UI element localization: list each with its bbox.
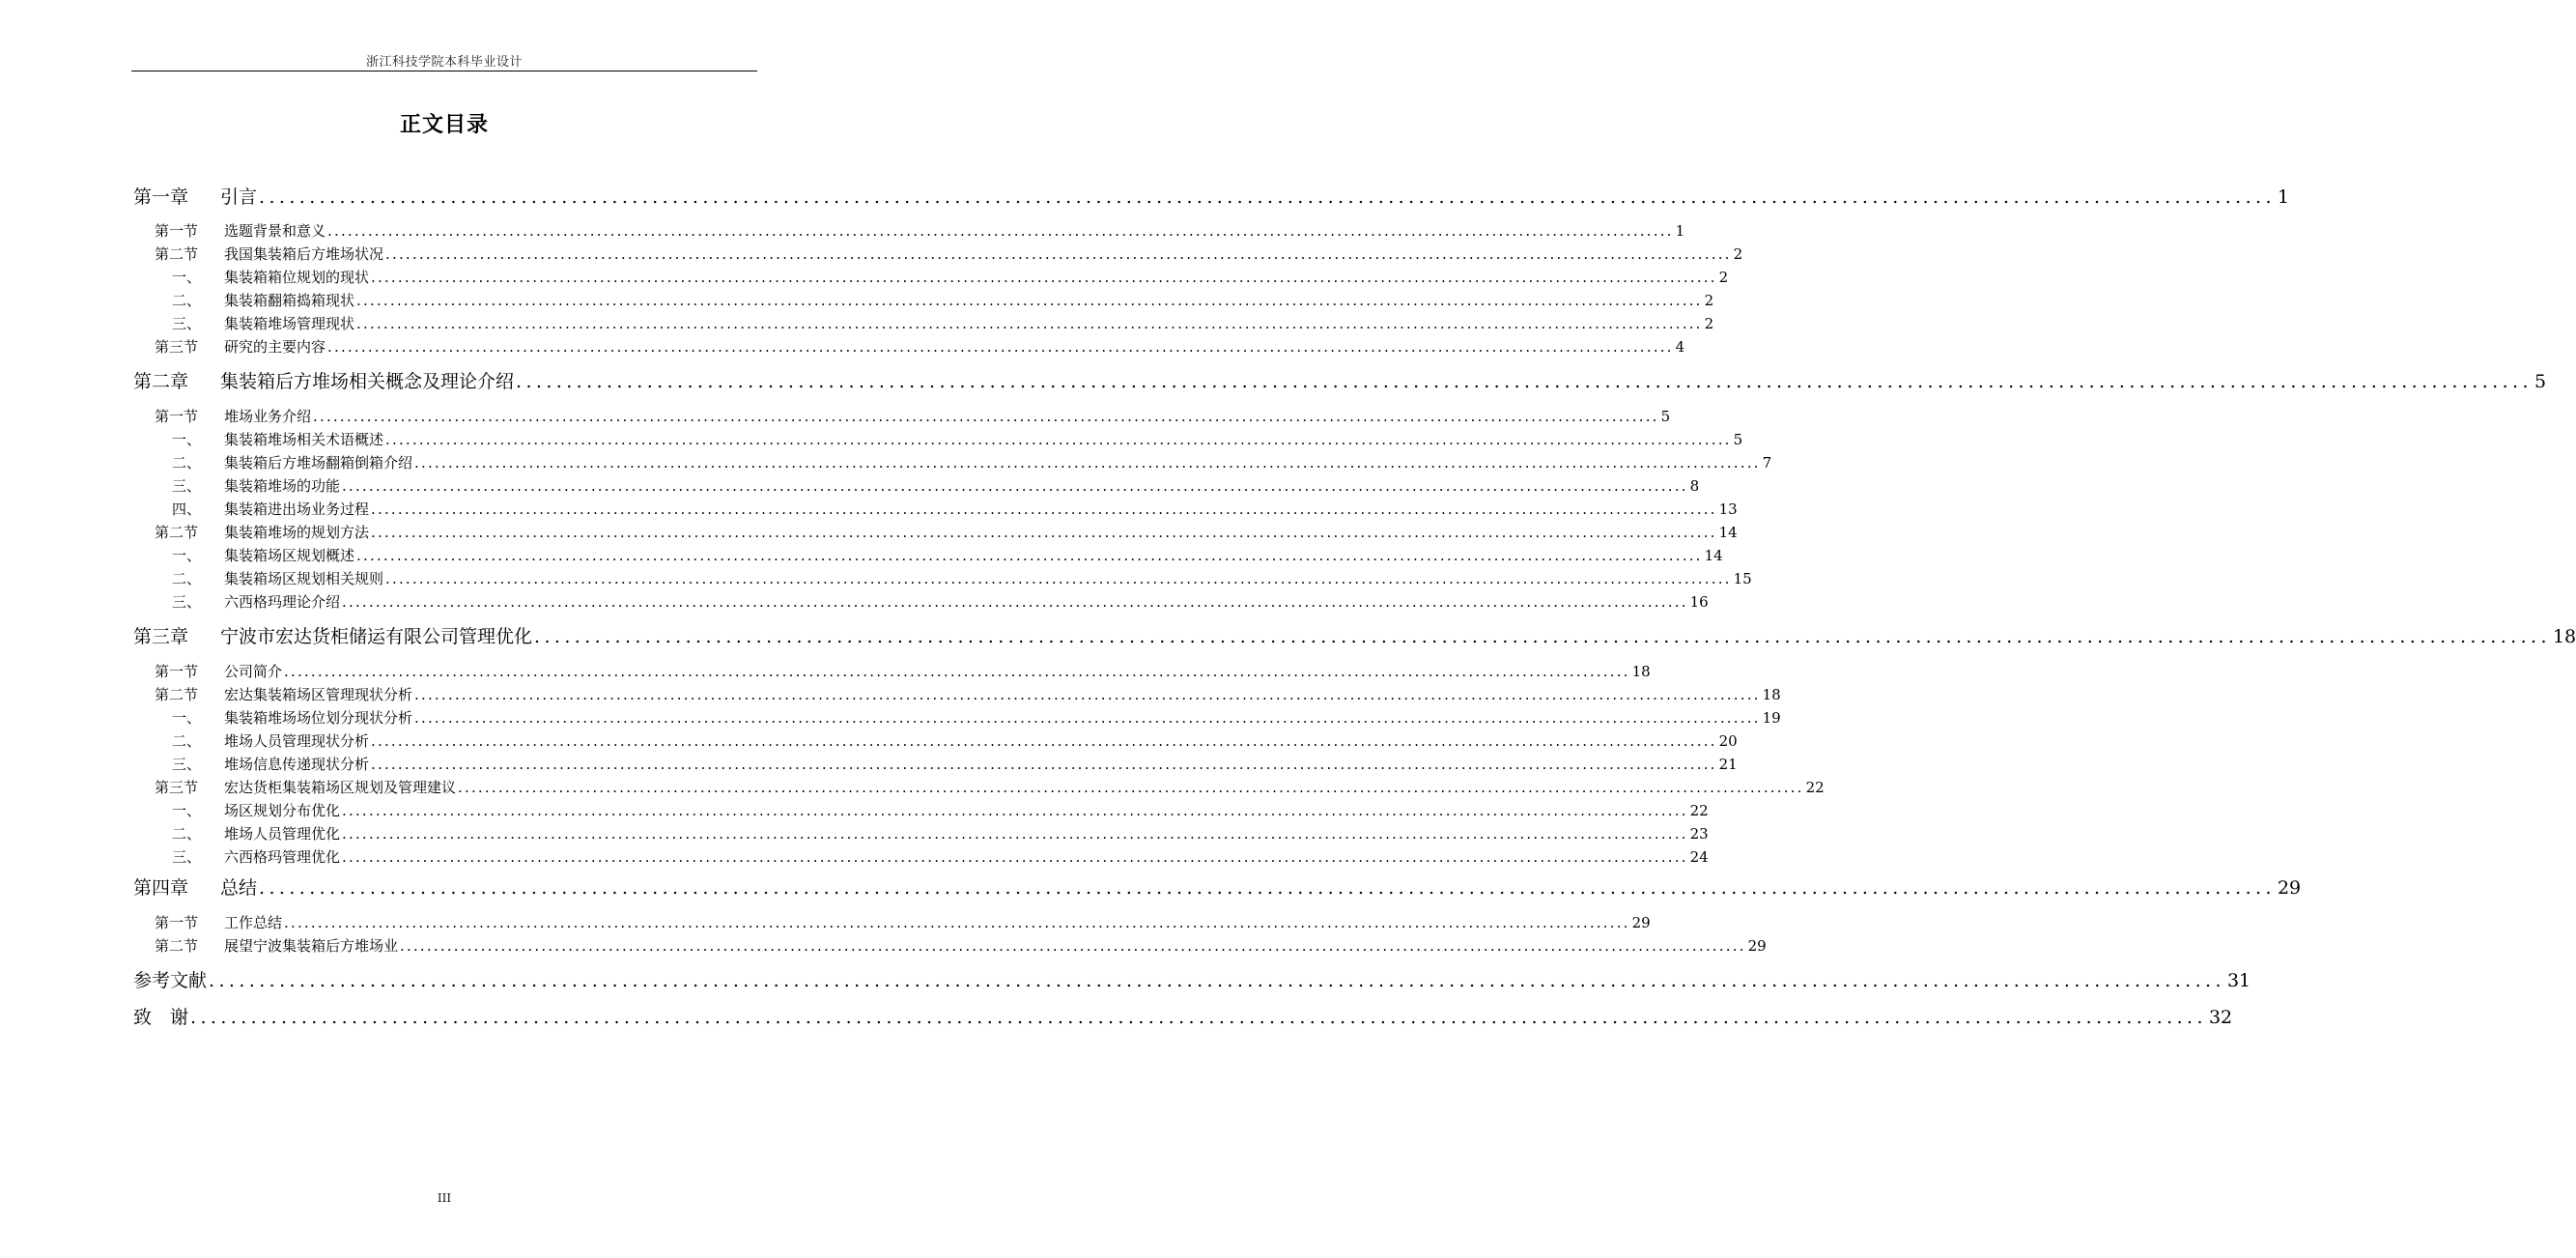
page-title: 正文目录 [399,113,489,137]
toc-entry-number: 三、 [172,477,202,495]
toc-entry-number: 第一章 [133,186,189,208]
toc-entry-number: 二、 [172,292,202,309]
toc-entry[interactable] [172,802,1709,821]
dot-leader: ........................................................................................................................................................................................................ [190,1007,2207,1028]
toc-entry-page: 5 [1733,431,1743,448]
toc-entry-number: 二、 [172,454,202,472]
toc-entry[interactable] [133,186,2290,210]
toc-entry-page: 2 [1704,315,1714,332]
toc-entry-number: 三、 [172,315,202,332]
dot-leader: ........................................................................................................................................................................................................ [342,848,1688,866]
toc-entry-title: 参考文献 [133,970,208,991]
toc-entry-page: 22 [1689,802,1709,819]
toc-entry-title: 场区规划分布优化 [224,802,341,819]
toc-entry-number: 一、 [172,802,202,819]
toc-entry-number: 第三节 [155,779,199,796]
dot-leader: ........................................................................................................................................................................................................ [385,431,1732,448]
toc-entry-page: 8 [1689,477,1700,495]
toc-entry[interactable] [155,222,1685,242]
dot-leader: ........................................................................................................................................................................................................ [414,709,1761,727]
toc-entry[interactable] [172,315,1714,334]
toc-entry[interactable] [172,570,1752,589]
toc-entry-title: 宁波市宏达货柜储运有限公司管理优化 [220,626,533,647]
toc-entry[interactable] [155,408,1671,427]
toc-entry-page: 1 [1675,222,1685,240]
dot-leader: ........................................................................................................................................................................................................ [284,914,1630,931]
toc-entry-page: 16 [1689,593,1709,611]
toc-entry-title: 堆场业务介绍 [224,408,312,425]
toc-entry-number: 第二节 [155,524,199,541]
toc-entry-page: 4 [1675,338,1685,356]
dot-leader: ........................................................................................................................................................................................................ [371,269,1717,286]
dot-leader: ........................................................................................................................................................................................................ [400,937,1746,955]
toc-entry-page: 19 [1762,709,1781,727]
toc-entry[interactable] [172,454,1772,473]
dot-leader: ........................................................................................................................................................................................................ [516,371,2533,392]
dot-leader: ........................................................................................................................................................................................................ [342,825,1688,843]
toc-entry-page: 18 [1631,663,1651,680]
toc-entry-page: 29 [1631,914,1651,931]
toc-entry-page: 20 [1718,732,1738,750]
toc-entry-title: 集装箱堆场的功能 [224,477,341,495]
toc-entry[interactable] [133,371,2547,394]
toc-entry-page: 7 [1762,454,1772,472]
toc-entry[interactable] [172,709,1781,729]
toc-entry-title: 总结 [220,877,258,899]
toc-entry-page: 2 [1733,245,1743,263]
toc-entry-title: 堆场信息传递现状分析 [224,756,370,773]
toc-entry-title: 集装箱堆场场位划分现状分析 [224,709,413,727]
toc-entry-title: 我国集装箱后方堆场状况 [224,245,384,263]
toc-entry-number: 第二节 [155,937,199,955]
toc-entry-number: 一、 [172,709,202,727]
toc-entry[interactable] [155,663,1651,682]
toc-entry-number: 二、 [172,732,202,750]
toc-entry-number: 二、 [172,825,202,843]
toc-entry[interactable] [172,848,1709,868]
toc-entry[interactable] [133,970,2251,993]
toc-entry-title: 堆场人员管理现状分析 [224,732,370,750]
dot-leader: ........................................................................................................................................................................................................ [371,500,1717,518]
toc-entry-page: 2 [1704,292,1714,309]
toc-entry-page: 29 [1747,937,1767,955]
dot-leader: ........................................................................................................................................................................................................ [342,477,1688,495]
dot-leader: ........................................................................................................................................................................................................ [371,732,1717,750]
toc-entry-title: 集装箱进出场业务过程 [224,500,370,518]
toc-entry-title: 集装箱场区规划相关规则 [224,570,384,587]
toc-entry-title: 研究的主要内容 [224,338,326,356]
toc-entry[interactable] [133,877,2302,901]
toc-entry[interactable] [155,779,1825,798]
toc-entry-page: 31 [2226,970,2251,991]
dot-leader: ........................................................................................................................................................................................................ [371,756,1717,773]
dot-leader: ........................................................................................................................................................................................................ [259,877,2276,899]
toc-entry[interactable] [172,547,1723,566]
toc-entry-title: 公司简介 [224,663,283,680]
toc-entry[interactable] [172,825,1709,844]
toc-entry-page: 18 [1762,686,1781,703]
toc-entry[interactable] [155,937,1767,957]
dot-leader: ........................................................................................................................................................................................................ [327,338,1674,356]
dot-leader: ........................................................................................................................................................................................................ [259,186,2276,208]
toc-entry-page: 5 [2534,371,2547,392]
toc-entry-number: 第一节 [155,408,199,425]
toc-entry-number: 第二节 [155,686,199,703]
dot-leader: ........................................................................................................................................................................................................ [284,663,1630,680]
toc-entry-number: 第四章 [133,877,189,899]
toc-entry-title: 宏达货柜集装箱场区规划及管理建议 [224,779,457,796]
toc-entry-page: 5 [1660,408,1671,425]
toc-entry[interactable] [172,593,1709,613]
toc-entry-page: 22 [1805,779,1825,796]
dot-leader: ........................................................................................................................................................................................................ [342,802,1688,819]
toc-entry-number: 第二章 [133,371,189,392]
toc-entry-page: 15 [1733,570,1752,587]
toc-entry-title: 选题背景和意义 [224,222,326,240]
toc-entry-number: 第一节 [155,222,199,240]
toc-entry-number: 四、 [172,500,202,518]
toc-entry-title: 集装箱堆场相关术语概述 [224,431,384,448]
toc-entry[interactable] [155,338,1685,357]
toc-entry-page: 29 [2277,877,2302,899]
toc-entry-number: 三、 [172,848,202,866]
dot-leader: ........................................................................................................................................................................................................ [327,222,1674,240]
dot-leader: ........................................................................................................................................................................................................ [385,570,1732,587]
toc-entry-page: 24 [1689,848,1709,866]
toc-entry-number: 第三节 [155,338,199,356]
dot-leader: ........................................................................................................................................................................................................ [458,779,1804,796]
toc-entry-page: 21 [1718,756,1738,773]
toc-entry-number: 第一节 [155,914,199,931]
toc-entry-title: 集装箱后方堆场相关概念及理论介绍 [220,371,515,392]
toc-entry-page: 14 [1704,547,1723,564]
toc-entry-number: 一、 [172,269,202,286]
toc-entry-page: 13 [1718,500,1738,518]
toc-entry-number: 一、 [172,431,202,448]
toc-entry[interactable] [155,524,1738,543]
toc-entry-page: 2 [1718,269,1729,286]
toc-entry-title: 致 谢 [133,1007,189,1028]
toc-entry-title: 引言 [220,186,258,208]
toc-entry[interactable] [172,732,1738,752]
toc-entry-number: 第三章 [133,626,189,647]
dot-leader: ........................................................................................................................................................................................................ [385,245,1732,263]
dot-leader: ........................................................................................................................................................................................................ [414,686,1761,703]
toc-entry[interactable] [155,686,1781,705]
toc-entry-title: 宏达集装箱场区管理现状分析 [224,686,413,703]
dot-leader: ........................................................................................................................................................................................................ [356,315,1703,332]
toc-entry[interactable] [172,269,1729,288]
toc-entry-number: 第一节 [155,663,199,680]
toc-entry-title: 展望宁波集装箱后方堆场业 [224,937,399,955]
toc-entry[interactable] [133,1007,2233,1030]
running-header: 浙江科技学院本科毕业设计 [365,55,523,70]
dot-leader: ........................................................................................................................................................................................................ [371,524,1717,541]
toc-entry[interactable] [172,756,1738,775]
toc-entry-title: 六西格玛理论介绍 [224,593,341,611]
dot-leader: ........................................................................................................................................................................................................ [414,454,1761,472]
toc-entry[interactable] [172,292,1714,311]
toc-entry-page: 23 [1689,825,1709,843]
page-number: III [437,1191,452,1205]
dot-leader: ........................................................................................................................................................................................................ [356,292,1703,309]
toc-entry[interactable] [133,626,2576,649]
toc-entry-title: 集装箱翻箱捣箱现状 [224,292,355,309]
toc-entry[interactable] [155,914,1651,933]
toc-entry-number: 三、 [172,756,202,773]
toc-entry-page: 32 [2208,1007,2233,1028]
toc-entry-title: 六西格玛管理优化 [224,848,341,866]
dot-leader: ........................................................................................................................................................................................................ [342,593,1688,611]
dot-leader: ........................................................................................................................................................................................................ [534,626,2551,647]
toc-entry[interactable] [155,245,1743,265]
toc-entry-number: 三、 [172,593,202,611]
toc-entry[interactable] [172,500,1738,520]
toc-entry-title: 集装箱堆场的规划方法 [224,524,370,541]
dot-leader: ........................................................................................................................................................................................................ [209,970,2225,991]
dot-leader: ........................................................................................................................................................................................................ [313,408,1659,425]
toc-entry-page: 1 [2277,186,2290,208]
toc-entry-title: 集装箱箱位规划的现状 [224,269,370,286]
toc-entry-title: 堆场人员管理优化 [224,825,341,843]
toc-entry-title: 集装箱堆场管理现状 [224,315,355,332]
toc-entry-title: 工作总结 [224,914,283,931]
toc-entry[interactable] [172,431,1743,450]
toc-entry-title: 集装箱后方堆场翻箱倒箱介绍 [224,454,413,472]
dot-leader: ........................................................................................................................................................................................................ [356,547,1703,564]
toc-entry-page: 14 [1718,524,1738,541]
toc-entry[interactable] [172,477,1700,497]
toc-entry-page: 18 [2552,626,2576,647]
toc-entry-title: 集装箱场区规划概述 [224,547,355,564]
toc-entry-number: 一、 [172,547,202,564]
toc-entry-number: 第二节 [155,245,199,263]
toc-entry-number: 二、 [172,570,202,587]
